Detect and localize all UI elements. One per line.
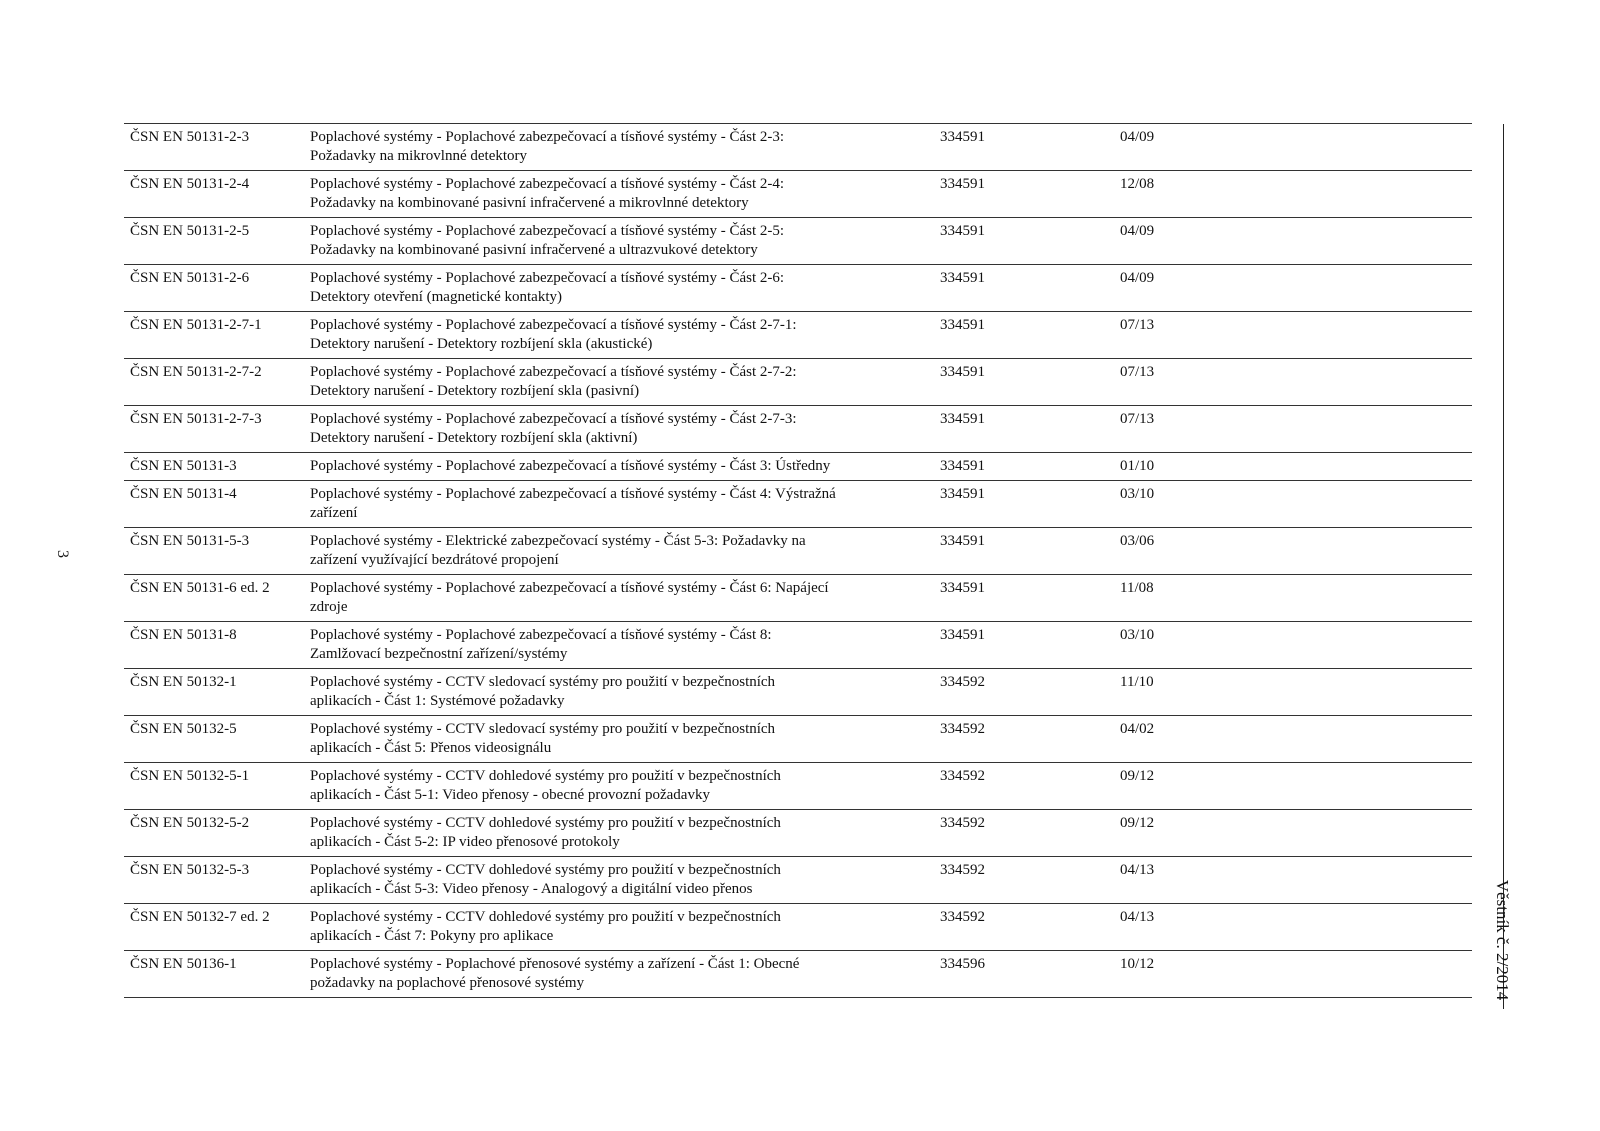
standard-code: ČSN EN 50131-8: [130, 627, 237, 643]
issue-date: 09/12: [1120, 768, 1155, 784]
issue-date: 07/13: [1120, 317, 1155, 333]
title-line: aplikacích - Část 5-1: Video přenosy - obecné provozní požadavky: [310, 787, 710, 803]
standard-title: [304, 810, 934, 857]
standard-code: ČSN EN 50131-2-7-2: [130, 364, 262, 380]
standard-code: ČSN EN 50131-2-7-1: [130, 317, 262, 333]
table-row: [124, 406, 1472, 453]
table-row: [124, 810, 1472, 857]
issue-date: 04/13: [1120, 862, 1155, 878]
issue-date: 11/10: [1120, 674, 1154, 690]
class-code: 334592: [940, 721, 985, 737]
class-code: 334591: [940, 270, 985, 286]
issue-date: 03/10: [1120, 627, 1155, 643]
table-row: [124, 265, 1472, 312]
standard-title: [304, 716, 934, 763]
standard-title: [304, 218, 934, 265]
title-line: Poplachové systémy - Poplachové zabezpečovací a tísňové systémy - Část 2-6:: [310, 270, 785, 286]
title-line: Poplachové systémy - Poplachové zabezpečovací a tísňové systémy - Část 4: Výstražná: [310, 486, 836, 502]
table-row: [124, 857, 1472, 904]
table-row: [124, 218, 1472, 265]
title-line: Poplachové systémy - Poplachové zabezpečovací a tísňové systémy - Část 2-4:: [310, 176, 785, 192]
issue-date: 04/02: [1120, 721, 1155, 737]
issue-date: 03/06: [1120, 533, 1155, 549]
standard-title: [304, 359, 934, 406]
title-line: Poplachové systémy - Elektrické zabezpečovací systémy - Část 5-3: Požadavky na: [310, 533, 806, 549]
title-line: Detektory narušení - Detektory rozbíjení skla (akustické): [310, 336, 653, 352]
table-row: [124, 951, 1472, 998]
issue-date: 11/08: [1120, 580, 1154, 596]
standard-title: [304, 265, 934, 312]
title-line: Poplachové systémy - CCTV dohledové systémy pro použití v bezpečnostních: [310, 768, 781, 784]
class-code: 334591: [940, 458, 985, 474]
standard-title: [304, 951, 934, 998]
table-row: [124, 669, 1472, 716]
class-code: 334592: [940, 674, 985, 690]
table-row: [124, 622, 1472, 669]
title-line: zařízení využívající bezdrátové propojení: [310, 552, 559, 568]
standard-code: ČSN EN 50131-2-3: [130, 129, 250, 145]
standard-code: ČSN EN 50136-1: [130, 956, 237, 972]
standard-title: [304, 575, 934, 622]
class-code: 334592: [940, 768, 985, 784]
standard-code: ČSN EN 50131-6 ed. 2: [130, 580, 270, 596]
title-line: Poplachové systémy - Poplachové zabezpečovací a tísňové systémy - Část 2-3:: [310, 129, 785, 145]
standard-title: [304, 171, 934, 218]
title-line: zařízení: [310, 505, 358, 521]
issue-date: 04/09: [1120, 223, 1155, 239]
issue-date: 10/12: [1120, 956, 1155, 972]
standard-title: [304, 669, 934, 716]
standard-code: ČSN EN 50131-2-6: [130, 270, 250, 286]
title-line: Detektory narušení - Detektory rozbíjení skla (pasivní): [310, 383, 640, 399]
class-code: 334592: [940, 815, 985, 831]
title-line: Poplachové systémy - Poplachové zabezpečovací a tísňové systémy - Část 3: Ústředny: [310, 458, 831, 474]
standard-title: [304, 312, 934, 359]
title-line: Poplachové systémy - Poplachové zabezpečovací a tísňové systémy - Část 2-7-1:: [310, 317, 797, 333]
title-line: Poplachové systémy - CCTV dohledové systémy pro použití v bezpečnostních: [310, 862, 781, 878]
table-row: [124, 575, 1472, 622]
table-row: [124, 312, 1472, 359]
table-row: [124, 528, 1472, 575]
class-code: 334591: [940, 580, 985, 596]
title-line: Detektory narušení - Detektory rozbíjení skla (aktivní): [310, 430, 638, 446]
title-line: Poplachové systémy - Poplachové zabezpečovací a tísňové systémy - Část 2-7-2:: [310, 364, 797, 380]
title-line: Poplachové systémy - CCTV dohledové systémy pro použití v bezpečnostních: [310, 815, 781, 831]
issue-date: 04/13: [1120, 909, 1155, 925]
issue-date: 07/13: [1120, 411, 1155, 427]
standard-code: ČSN EN 50132-5-2: [130, 815, 250, 831]
issue-date: 09/12: [1120, 815, 1155, 831]
table-row: [124, 481, 1472, 528]
standard-code: ČSN EN 50132-1: [130, 674, 237, 690]
title-line: aplikacích - Část 5-3: Video přenosy - Analogový a digitální video přenos: [310, 881, 753, 897]
issue-date: 04/09: [1120, 270, 1155, 286]
class-code: 334591: [940, 486, 985, 502]
bulletin-label: Věstník č. 2/2014: [1493, 879, 1512, 1001]
standard-code: ČSN EN 50131-3: [130, 458, 237, 474]
title-line: Požadavky na mikrovlnné detektory: [310, 148, 528, 164]
table-row: [124, 763, 1472, 810]
page-number: 3: [54, 550, 71, 558]
standard-code: ČSN EN 50132-5-3: [130, 862, 250, 878]
table-row: [124, 904, 1472, 951]
title-line: požadavky na poplachové přenosové systémy: [310, 975, 585, 991]
title-line: aplikacích - Část 5: Přenos videosignálu: [310, 740, 552, 756]
issue-date: 12/08: [1120, 176, 1155, 192]
standard-title: [304, 857, 934, 904]
issue-date: 03/10: [1120, 486, 1155, 502]
title-line: Zamlžovací bezpečnostní zařízení/systémy: [310, 646, 568, 662]
class-code: 334591: [940, 129, 985, 145]
standard-code: ČSN EN 50132-7 ed. 2: [130, 909, 270, 925]
class-code: 334591: [940, 627, 985, 643]
table-row: [124, 171, 1472, 218]
title-line: Poplachové systémy - Poplachové přenosové systémy a zařízení - Část 1: Obecné: [310, 956, 800, 972]
title-line: Poplachové systémy - CCTV sledovací systémy pro použití v bezpečnostních: [310, 721, 776, 737]
standard-title: [304, 453, 934, 481]
standard-code: ČSN EN 50131-4: [130, 486, 237, 502]
title-line: Poplachové systémy - Poplachové zabezpečovací a tísňové systémy - Část 2-7-3:: [310, 411, 797, 427]
class-code: 334591: [940, 364, 985, 380]
class-code: 334592: [940, 909, 985, 925]
title-line: Poplachové systémy - CCTV sledovací systémy pro použití v bezpečnostních: [310, 674, 776, 690]
title-line: Poplachové systémy - Poplachové zabezpečovací a tísňové systémy - Část 2-5:: [310, 223, 785, 239]
issue-date: 01/10: [1120, 458, 1155, 474]
table-row: [124, 453, 1472, 481]
standard-code: ČSN EN 50131-5-3: [130, 533, 250, 549]
standard-code: ČSN EN 50131-2-5: [130, 223, 250, 239]
class-code: 334592: [940, 862, 985, 878]
title-line: aplikacích - Část 7: Pokyny pro aplikace: [310, 928, 554, 944]
standards-table: [124, 123, 1472, 998]
table-row: [124, 716, 1472, 763]
standard-code: ČSN EN 50132-5-1: [130, 768, 250, 784]
standard-title: [304, 406, 934, 453]
standard-code: ČSN EN 50132-5: [130, 721, 237, 737]
class-code: 334591: [940, 533, 985, 549]
class-code: 334596: [940, 956, 985, 972]
title-line: Poplachové systémy - Poplachové zabezpečovací a tísňové systémy - Část 8:: [310, 627, 772, 643]
class-code: 334591: [940, 223, 985, 239]
table-row: [124, 359, 1472, 406]
class-code: 334591: [940, 176, 985, 192]
standard-title: [304, 528, 934, 575]
title-line: Požadavky na kombinované pasivní infračervené a ultrazvukové detektory: [310, 242, 758, 258]
title-line: aplikacích - Část 1: Systémové požadavky: [310, 693, 565, 709]
title-line: Poplachové systémy - Poplachové zabezpečovací a tísňové systémy - Část 6: Napájecí: [310, 580, 829, 596]
standard-title: [304, 622, 934, 669]
title-line: zdroje: [310, 599, 348, 615]
title-line: Požadavky na kombinované pasivní infračervené a mikrovlnné detektory: [310, 195, 749, 211]
standard-code: ČSN EN 50131-2-4: [130, 176, 250, 192]
standard-title: [304, 481, 934, 528]
title-line: Detektory otevření (magnetické kontakty): [310, 289, 562, 305]
table-row: [124, 124, 1472, 171]
issue-date: 04/09: [1120, 129, 1155, 145]
class-code: 334591: [940, 317, 985, 333]
class-code: 334591: [940, 411, 985, 427]
standard-title: [304, 763, 934, 810]
title-line: aplikacích - Část 5-2: IP video přenosové protokoly: [310, 834, 620, 850]
title-line: Poplachové systémy - CCTV dohledové systémy pro použití v bezpečnostních: [310, 909, 781, 925]
issue-date: 07/13: [1120, 364, 1155, 380]
standard-code: ČSN EN 50131-2-7-3: [130, 411, 262, 427]
standard-title: [304, 904, 934, 951]
standard-title: [304, 124, 934, 171]
